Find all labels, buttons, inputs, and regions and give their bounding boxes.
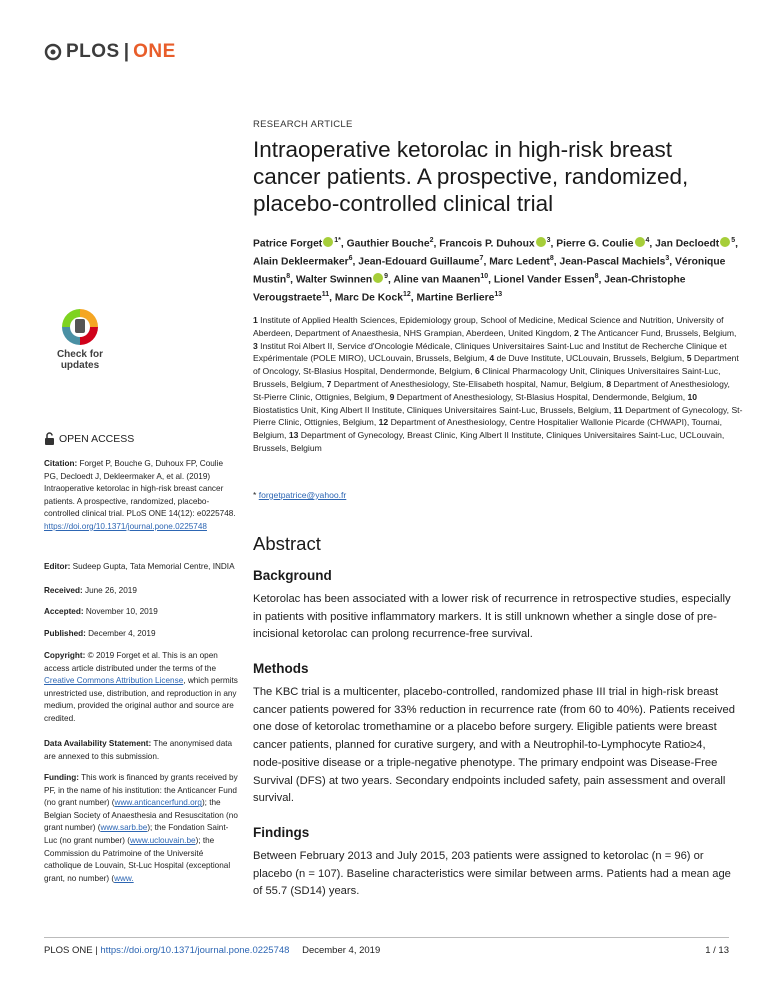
author-name[interactable]: Francois P. Duhoux xyxy=(439,238,535,250)
author-name[interactable]: Walter Swinnen xyxy=(295,274,373,286)
author-affiliation-number: 8 xyxy=(286,272,291,280)
funding-text-2: ); the Belgian Society of Anaesthesia and Resuscitation (no grant number) ( xyxy=(44,798,238,833)
orcid-icon[interactable] xyxy=(373,273,383,283)
accepted-label: Accepted: xyxy=(44,607,84,616)
author-name[interactable]: Jean-Christophe Verougstraete xyxy=(253,274,686,304)
editor-label: Editor: xyxy=(44,562,71,571)
check-for-updates-icon xyxy=(44,305,116,349)
funding-text-4: ); the Commission du Patrimoine of the Université catholique de Louvain, St-Luc Hospital (exceptional grant, no number) ( xyxy=(44,835,231,883)
author-affiliation-number: 2 xyxy=(429,237,434,244)
check-for-updates-badge[interactable] xyxy=(44,305,116,385)
open-lock-icon xyxy=(44,432,55,445)
data-availability-text: The anonymised data are annexed to this submission. xyxy=(44,739,233,761)
uclouvain-link[interactable]: www.uclouvain.be xyxy=(130,835,196,845)
affiliation-number: 2 xyxy=(574,327,582,338)
findings-paragraph: Between February 2013 and July 2015, 203 patients were assigned to ketorolac (n = 96) or placebo (n = 107). Baseline characteristics were similar between arms. Patients had a mean age of 55.7 (SD14) years. xyxy=(253,850,731,898)
footer-sep: | xyxy=(92,945,101,956)
affiliation-text: Department of Anesthesiology, St-Pierre Clinic, Ottignies, Belgium, xyxy=(253,378,730,402)
footer-date: December 4, 2019 xyxy=(302,945,381,956)
copyright-text: © 2019 Forget et al. This is an open access article distributed under the terms of the xyxy=(44,651,218,673)
citation-text: Forget P, Bouche G, Duhoux FP, Coulie PG, Decloedt J, Dekleermaker A, et al. (2019) Intraoperative ketorolac in high-risk breast cancer patients. A prospective, randomized, placebo-controlled clinical trial. PLoS ONE 14(12): e0225748. xyxy=(44,459,236,519)
affiliation-number: 4 xyxy=(489,353,497,364)
copyright-text-rest: , which permits unrestricted use, distribution, and reproduction in any medium, provided the original author and source are credited. xyxy=(44,676,238,723)
author-affiliation-number: 12 xyxy=(402,290,411,298)
logo-plos-text: PLOS xyxy=(66,41,120,62)
funding-text-3: ); the Fondation Saint-Luc (no grant number) ( xyxy=(44,823,229,845)
plos-one-logo[interactable] xyxy=(44,40,176,64)
author-name[interactable]: Gauthier Bouche xyxy=(346,238,430,250)
author-name[interactable]: Marc De Kock xyxy=(334,292,403,304)
open-access-label: OPEN ACCESS xyxy=(59,432,135,445)
author-name[interactable]: Marc Ledent xyxy=(489,256,550,268)
data-availability-block xyxy=(44,738,239,763)
logo-separator: | xyxy=(123,41,130,62)
background-paragraph: Ketorolac has been associated with a lower risk of recurrence in retrospective studies, especially in patients with positive inflammatory markers. It is still unknown whether a single dose of pre-incisional ketorolac can prolong recurrence-free survival. xyxy=(253,593,731,641)
published-block xyxy=(44,628,239,641)
background-heading: Background xyxy=(253,568,332,583)
affiliation-text: The Anticancer Fund, Brussels, Belgium, xyxy=(581,327,737,338)
copyright-label: Copyright: xyxy=(44,651,86,660)
affiliation-number: 1 xyxy=(253,315,261,325)
sarb-link[interactable]: www.sarb.be xyxy=(100,823,148,833)
affiliations xyxy=(253,314,743,455)
affiliation-number: 12 xyxy=(378,417,391,428)
copyright-block xyxy=(44,650,239,726)
affiliation-number: 7 xyxy=(326,378,334,389)
abstract-heading: Abstract xyxy=(253,533,321,554)
affiliation-number: 6 xyxy=(474,366,483,377)
orcid-icon[interactable] xyxy=(536,237,546,247)
accepted-date: November 10, 2019 xyxy=(85,607,158,616)
article-title: Intraoperative ketorolac in high-risk breast cancer patients. A prospective, randomized, placebo-controlled clinical trial xyxy=(253,137,689,216)
email-star: * xyxy=(253,490,257,500)
affiliation-number: 10 xyxy=(687,391,698,402)
findings-heading: Findings xyxy=(253,825,310,840)
author-affiliation-number: 3 xyxy=(546,237,551,244)
article-type: RESEARCH ARTICLE xyxy=(253,119,353,130)
author-name[interactable]: Jan Decloedt xyxy=(655,238,720,250)
check-for-updates-label: Check for updates xyxy=(56,349,104,371)
affiliation-text: Clinical Pharmacology Unit, Cliniques Universitaires Saint-Luc, Brussels, Belgium, xyxy=(253,366,721,389)
funding-text: This work is financed by grants received by PF, in the name of his institution: the Anticancer Fund (no grant number) ( xyxy=(44,773,238,808)
affiliation-number: 3 xyxy=(253,340,261,351)
affiliation-number: 13 xyxy=(288,430,301,441)
footer-doi-link[interactable]: https://doi.org/10.1371/journal.pone.0225748 xyxy=(100,945,290,956)
footer-page-number: 1 / 13 xyxy=(705,945,729,956)
footer-left xyxy=(44,945,380,956)
page-footer xyxy=(44,945,729,956)
affiliation-text: Department of Anesthesiology, Ste-Elisabeth hospital, Namur, Belgium, xyxy=(333,378,607,389)
affiliation-text: Institute of Applied Health Sciences, Epidemiology group, School of Medicine, Medical Science and Nutrition, University of Aberdeen, Department of Anaesthesia, NHS Grampian, Aberdeen, United Kingdom, xyxy=(253,315,724,338)
orcid-icon[interactable] xyxy=(323,237,333,247)
author-affiliation-number: 9 xyxy=(384,272,389,280)
plos-logo-icon xyxy=(44,43,62,61)
editor-text: Sudeep Gupta, Tata Memorial Centre, INDIA xyxy=(72,562,235,571)
affiliation-text: Institut Roi Albert II, Service d'Oncologie Médicale, Cliniques Universitaires Saint-Luc and Institut de Recherche Clinique et Expérimentale (POLE MIRO), UCLouvain, Brussels, Belgium, xyxy=(253,340,727,364)
orcid-icon[interactable] xyxy=(720,237,730,247)
cc-license-link[interactable]: Creative Commons Attribution License xyxy=(44,676,184,686)
received-date: June 26, 2019 xyxy=(84,586,137,595)
author-affiliation-number: 6 xyxy=(348,254,353,262)
author-list: Patrice Forget $^{1*}$, Gauthier Bouche$^2$, Francois P. Duhoux $^3$, Pierre G. Coulie $^4$, Jan Decloedt $^5$, Alain Dekleermaker$^6$, Jean-Edouard Guillaume$^7$, Marc Ledent$^8$, Jean-Pascal Machiels$^3$, Véronique Mustin$^8$, Walter Swinnen $^9$, Aline van Maanen$^{10}$, Lionel Vander Essen$^8$, Jean-Christophe Verougstraete$^{11}$, Marc De Kock$^{12}$, Martine Berliere$^{13}$ xyxy=(253,237,739,304)
author-name[interactable]: Jean-Edouard Guillaume xyxy=(358,256,480,268)
received-label: Received: xyxy=(44,586,83,595)
footer-divider xyxy=(44,937,729,938)
published-date: December 4, 2019 xyxy=(88,629,156,638)
author-name[interactable]: Martine Berliere xyxy=(416,292,495,304)
accepted-block xyxy=(44,606,239,619)
author-name[interactable]: Jean-Pascal Machiels xyxy=(559,256,666,268)
citation-block xyxy=(44,458,239,534)
affiliation-number: 8 xyxy=(606,378,614,389)
affiliation-number: 9 xyxy=(389,391,397,402)
author-affiliation-number: 10 xyxy=(480,272,489,280)
affiliation-text: de Duve Institute, UCLouvain, Brussels, Belgium, xyxy=(496,353,687,364)
citation-label: Citation: xyxy=(44,459,78,468)
published-label: Published: xyxy=(44,629,86,638)
author-affiliation-number: 8 xyxy=(549,254,554,262)
author-affiliation-number: 7 xyxy=(479,254,484,262)
author-name[interactable]: Lionel Vander Essen xyxy=(493,274,595,286)
author-affiliation-number: 3 xyxy=(665,254,670,262)
affiliation-text: Department of Oncology, St-Blasius Hospital, Dendermonde, Belgium, xyxy=(253,353,739,377)
funding-block xyxy=(44,772,239,885)
anticancerfund-link[interactable]: www.anticancerfund.org xyxy=(114,798,202,808)
orcid-icon[interactable] xyxy=(635,237,645,247)
funding-link-4[interactable]: www. xyxy=(114,873,134,883)
author-name[interactable]: Pierre G. Coulie xyxy=(556,238,634,250)
author-affiliation-number: 4 xyxy=(645,237,650,244)
methods-paragraph: The KBC trial is a multicenter, placebo-controlled, randomized phase III trial in high-risk breast cancer patients powered for 33% reduction in recurrence rate (from 60 to 40%). Patients received one dose of ketorolac tromethamine or a placebo before surgery. Eligible patients were breast cancer patients, planned for curative surgery, and with a Neutrophil-to-Lymphocyte Ratio≥4, node-positive disease or a triple-negative phenotype. The primary endpoint was Disease-Free Survival (DFS) at two years. Secondary endpoints included safety, pain assessment and overall survival. xyxy=(253,686,735,805)
logo-one-text: ONE xyxy=(133,41,176,62)
author-name[interactable]: Véronique Mustin xyxy=(253,256,726,286)
author-affiliation-number: 11 xyxy=(321,290,330,298)
citation-doi-link[interactable]: https://doi.org/10.1371/journal.pone.0225748 xyxy=(44,521,207,531)
corresponding-email xyxy=(253,490,346,500)
footer-journal: PLOS ONE xyxy=(44,945,93,956)
affiliation-text: Department of Gynecology, St-Pierre Clinic, Ottignies, Belgium, xyxy=(253,404,743,428)
funding-label: Funding: xyxy=(44,773,80,782)
email-link[interactable]: forgetpatrice@yahoo.fr xyxy=(258,490,347,500)
editor-block xyxy=(44,561,239,574)
affiliation-number: 5 xyxy=(686,353,694,364)
author-affiliation-number: 13 xyxy=(494,290,503,298)
affiliation-text: Department of Gynecology, Breast Clinic, King Albert II Institute, Cliniques Universitaires Saint-Luc, UCLouvain, Brussels, Belgium xyxy=(253,430,725,453)
received-block xyxy=(44,585,239,598)
author-name[interactable]: Patrice Forget xyxy=(253,238,323,250)
affiliation-text: Department of Anesthesiology, St-Blasius Hospital, Dendermonde, Belgium, xyxy=(396,391,688,402)
data-availability-label: Data Availability Statement: xyxy=(44,739,152,748)
author-name[interactable]: Aline van Maanen xyxy=(393,274,481,286)
affiliation-text: Biostatistics Unit, King Albert II Institute, Cliniques Universitaires Saint-Luc, Brussels, Belgium, xyxy=(253,404,614,415)
author-affiliation-number: 5 xyxy=(731,237,736,244)
affiliation-text: Department of Anesthesiology, Centre Hospitalier Wallonie Picarde (CHWAPI), Tournai, Belgium, xyxy=(253,417,723,441)
affiliation-number: 11 xyxy=(613,404,626,415)
methods-heading: Methods xyxy=(253,661,309,676)
author-name[interactable]: Alain Dekleermaker xyxy=(253,256,349,268)
open-access-badge xyxy=(44,432,134,445)
author-affiliation-number: 1* xyxy=(334,237,341,244)
author-affiliation-number: 8 xyxy=(594,272,599,280)
